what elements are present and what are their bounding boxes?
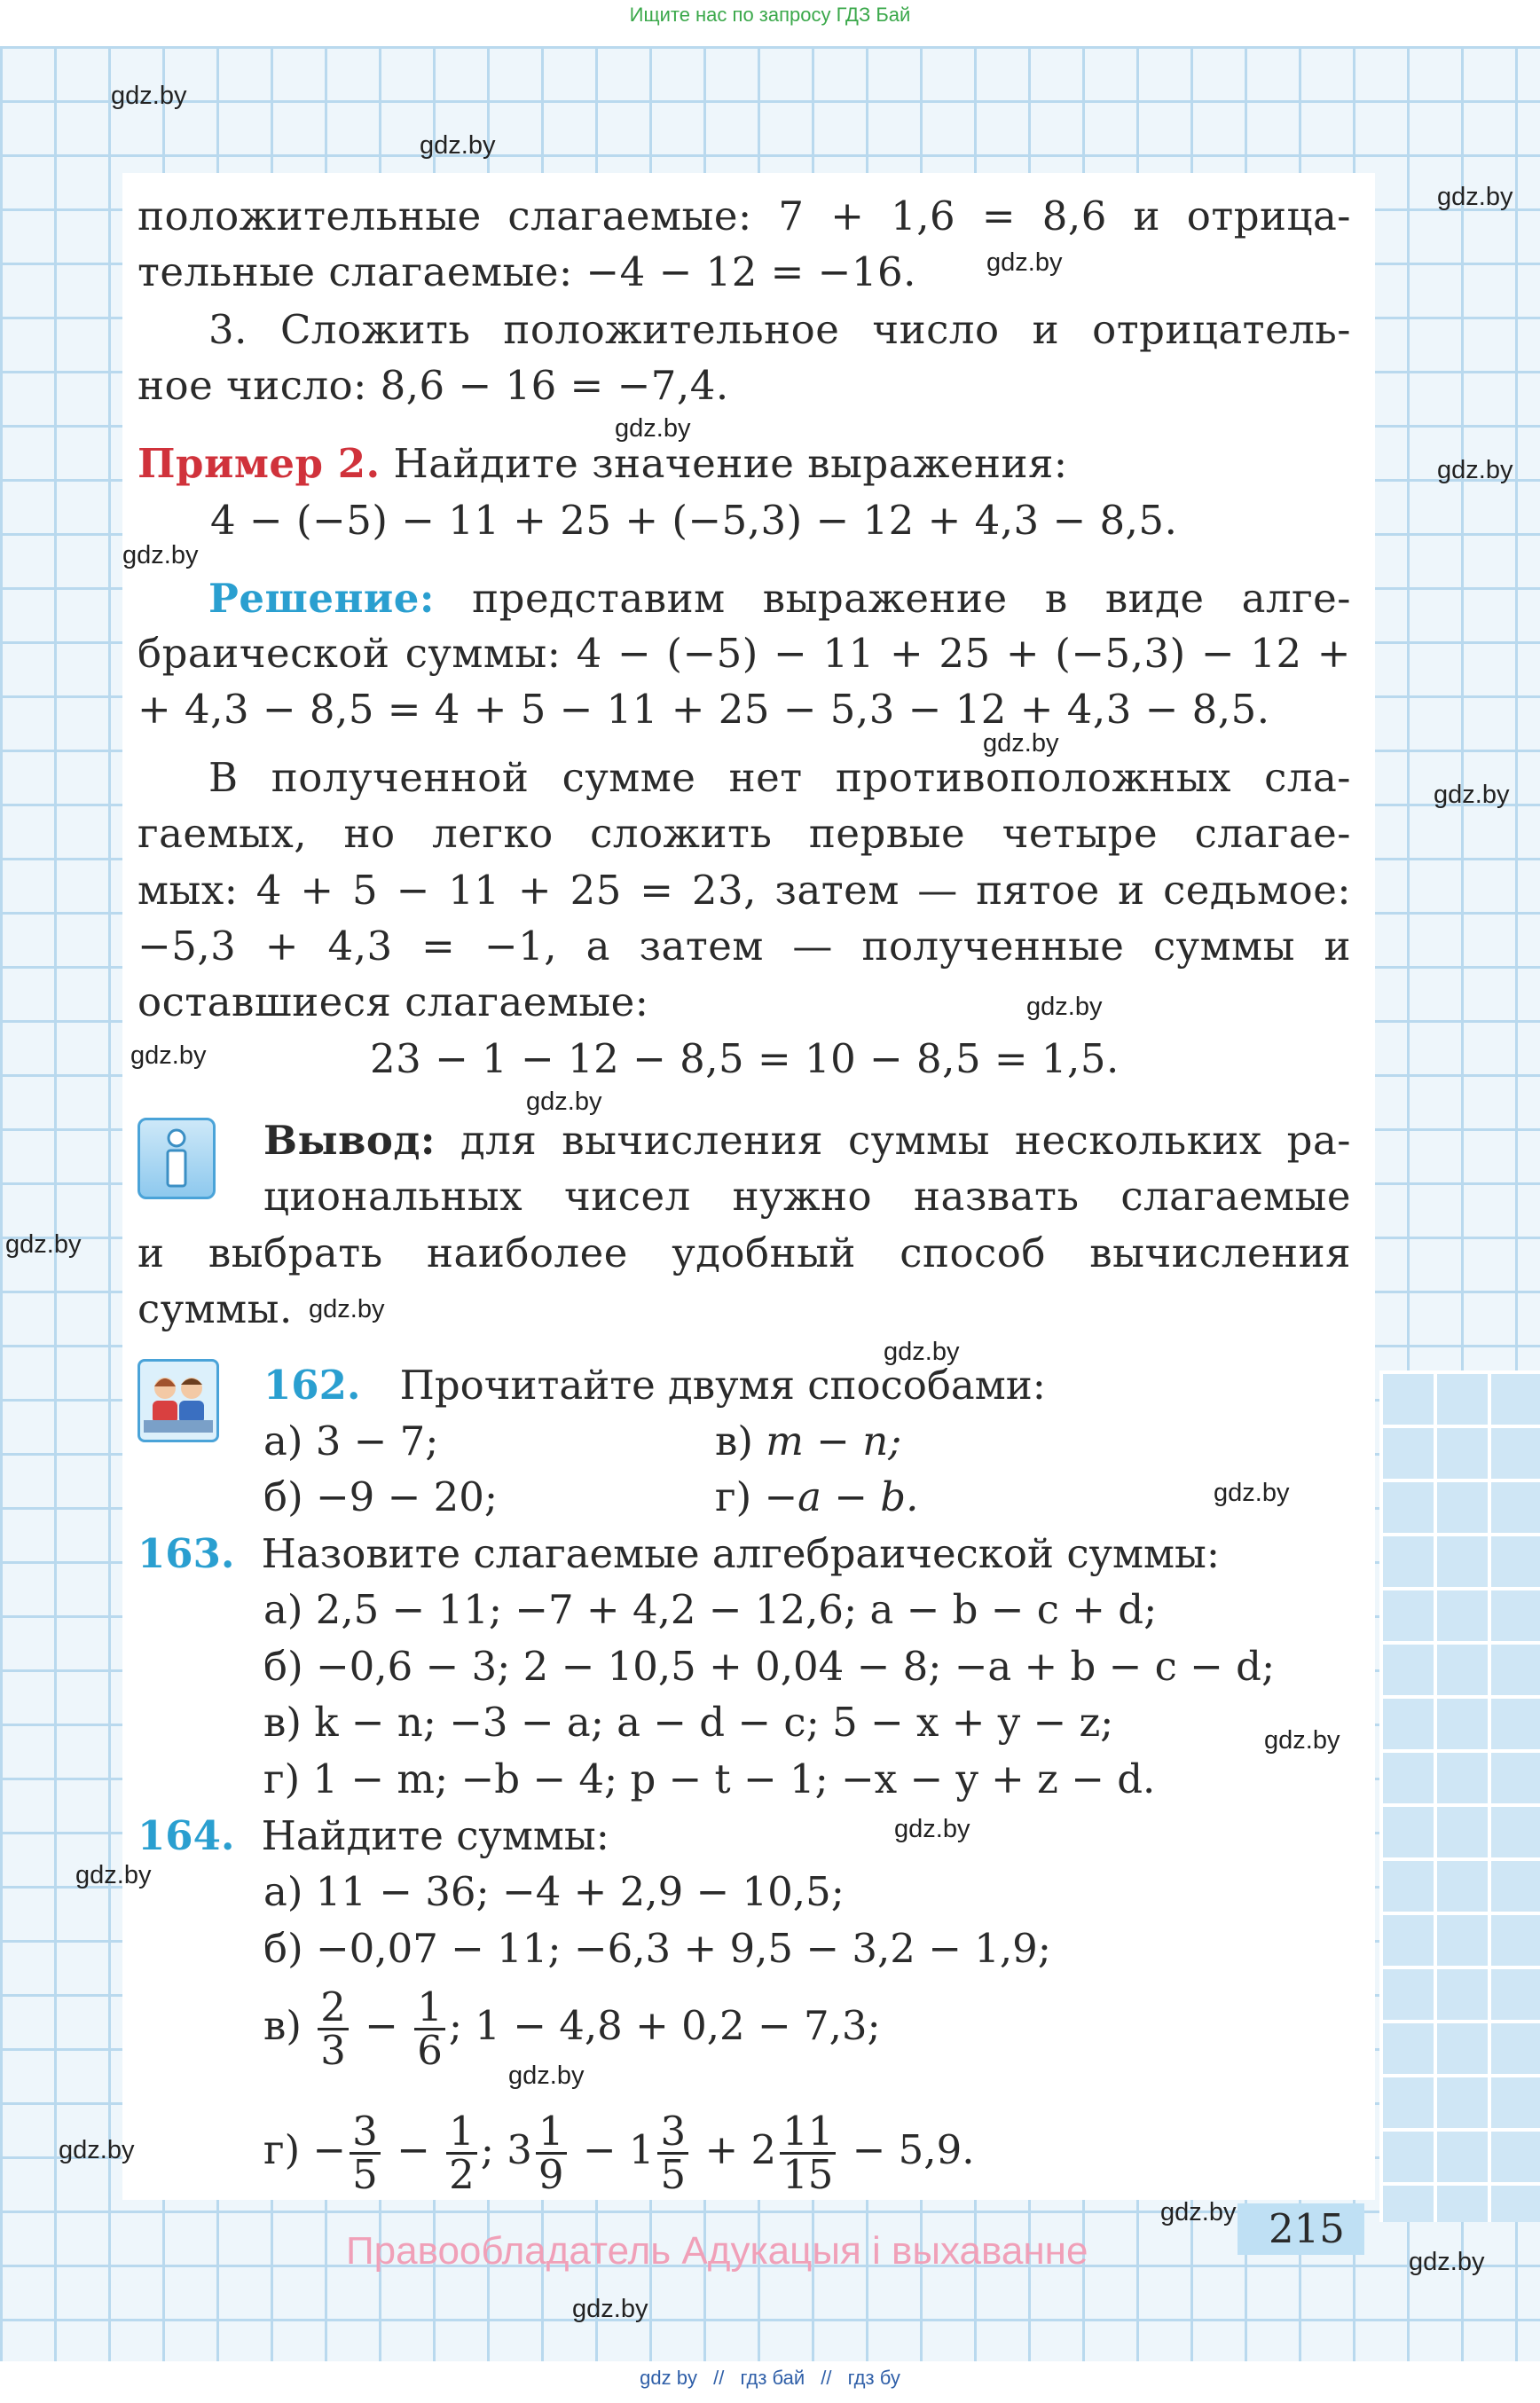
example-label: Пример 2. [138, 440, 381, 487]
text-line: В полученной сумме нет противоположных сла- [208, 754, 1351, 801]
watermark: gdz.by [894, 1815, 970, 1843]
watermark: gdz.by [884, 1338, 960, 1366]
watermark: gdz.by [1264, 1726, 1340, 1755]
decorative-blue-grid [1379, 1370, 1540, 2222]
conclusion-text: для вычисления суммы нескольких ра- [436, 1117, 1351, 1164]
text-line: 3. Сложить положительное число и отрицатель- [208, 306, 1351, 353]
task-title: Найдите суммы: [261, 1812, 609, 1859]
task-item: г) 1 − m; −b − 4; p − t − 1; −x − y + z − d. [263, 1755, 1156, 1802]
text-line: мых: 4 + 5 − 11 + 25 = 23, затем — пятое и седьмое: [138, 867, 1351, 914]
fraction: $\frac{1}{9}$ [536, 2111, 567, 2195]
watermark: gdz.by [1434, 781, 1510, 809]
text-line: положительные слагаемые: 7 + 1,6 = 8,6 и отрица- [138, 192, 1351, 240]
watermark: gdz.by [111, 82, 187, 110]
watermark: gdz.by [75, 1861, 152, 1889]
separator: // [713, 2367, 725, 2389]
bottom-link[interactable]: гдз бу [847, 2367, 900, 2389]
task-item: б) −0,6 − 3; 2 − 10,5 + 0,04 − 8; −a + b − c − d; [263, 1643, 1276, 1690]
watermark: gdz.by [615, 414, 691, 443]
example-expression: 4 − (−5) − 11 + 25 + (−5,3) − 12 + 4,3 − 8,5. [210, 497, 1178, 544]
solution-label: Решение: [208, 575, 436, 622]
task-item: а) 2,5 − 11; −7 + 4,2 − 12,6; a − b − c + d; [263, 1586, 1158, 1633]
watermark: gdz.by [309, 1295, 385, 1323]
text-line: циональных чисел нужно назвать слагаемые [263, 1173, 1351, 1220]
watermark: gdz.by [526, 1088, 602, 1116]
task-item: в) k − n; −3 − a; a − d − c; 5 − x + y − z; [263, 1699, 1114, 1746]
task-item: б) −9 − 20; [263, 1473, 499, 1520]
watermark: gdz.by [1409, 2248, 1485, 2276]
conclusion-line [263, 1113, 1351, 1168]
watermark: gdz.by [420, 131, 496, 160]
separator: // [821, 2367, 832, 2389]
text-line: суммы. [138, 1285, 293, 1332]
text-line: и выбрать наиболее удобный способ вычисления [138, 1229, 1351, 1276]
task-163-heading [138, 1527, 1220, 1582]
fraction: $\frac{3}{5}$ [350, 2111, 381, 2195]
watermark: gdz.by [1437, 456, 1513, 484]
copyright-notice: Правообладатель Адукацыя і выхаванне [346, 2229, 1088, 2273]
task-item: в) m − n; [715, 1417, 902, 1465]
text-line: тельные слагаемые: −4 − 12 = −16. [138, 248, 916, 295]
text-line: + 4,3 − 8,5 = 4 + 5 − 11 + 25 − 5,3 − 12 + 4,3 − 8,5. [138, 686, 1270, 733]
text-line: 23 − 1 − 12 − 8,5 = 10 − 8,5 = 1,5. [370, 1035, 1120, 1082]
conclusion-label: Вывод: [263, 1117, 436, 1164]
watermark: gdz.by [572, 2295, 648, 2323]
page-number: 215 [1269, 2205, 1345, 2252]
task-number: 163. [138, 1530, 235, 1577]
watermark: gdz.by [122, 541, 199, 569]
fraction: $\frac{1}{6}$ [414, 1987, 445, 2071]
task-number: 162. [263, 1362, 361, 1409]
task-item: б) −0,07 − 11; −6,3 + 9,5 − 3,2 − 1,9; [263, 1925, 1051, 1972]
bottom-link[interactable]: gdz by [640, 2367, 697, 2389]
solution-text: представим выражение в виде алге- [435, 575, 1351, 622]
watermark: gdz.by [130, 1041, 207, 1070]
watermark: gdz.by [59, 2136, 135, 2164]
bottom-link[interactable]: гдз бай [740, 2367, 805, 2389]
text-line: оставшиеся слагаемые: [138, 978, 649, 1025]
students-icon [138, 1359, 219, 1442]
task-item-fractions: в) $\frac{2}{3}$ − $\frac{1}{6}$ ; 1 − 4,8 + 0,2 − 7,3; [263, 1983, 881, 2074]
example-text: Найдите значение выражения: [380, 440, 1068, 487]
task-number: 164. [138, 1812, 235, 1859]
watermark: gdz.by [1026, 993, 1103, 1021]
text-line: −5,3 + 4,3 = −1, а затем — полученные суммы и [138, 923, 1351, 970]
task-title: Назовите слагаемые алгебраической суммы: [261, 1530, 1220, 1577]
watermark: gdz.by [986, 248, 1063, 277]
text-line: ное число: 8,6 − 16 = −7,4. [138, 362, 729, 409]
fraction: $\frac{3}{5}$ [657, 2111, 688, 2195]
info-icon [138, 1118, 216, 1199]
text-line: гаемых, но легко сложить первые четыре слагае- [138, 810, 1351, 857]
task-162-heading [263, 1358, 1046, 1413]
text-line: браической суммы: 4 − (−5) − 11 + 25 + (−5,3) − 12 + [138, 630, 1351, 677]
watermark: gdz.by [983, 729, 1059, 758]
watermark: gdz.by [508, 2061, 585, 2090]
fraction: $\frac{1}{2}$ [446, 2111, 477, 2195]
task-item: а) 3 − 7; [263, 1417, 439, 1465]
task-item-fractions: г) − $\frac{3}{5}$ − $\frac{1}{2}$ ; 3 $\frac{1}{9}$ − 1 $\frac{3}{5}$ + 2 $\frac{11}{15}$ − 5,9. [263, 2108, 975, 2198]
bottom-links [0, 2367, 1540, 2390]
fraction: $\frac{2}{3}$ [318, 1987, 349, 2071]
watermark: gdz.by [1437, 183, 1513, 211]
task-item: а) 11 − 36; −4 + 2,9 − 10,5; [263, 1868, 845, 1915]
solution-line [208, 571, 1351, 626]
fraction: $\frac{11}{15}$ [780, 2111, 836, 2195]
watermark: gdz.by [1160, 2198, 1237, 2226]
task-item: г) −a − b. [715, 1473, 919, 1520]
watermark: gdz.by [5, 1230, 82, 1259]
task-164-heading [138, 1809, 609, 1864]
watermark: gdz.by [1214, 1479, 1290, 1507]
example-2-heading [138, 436, 1351, 491]
task-title: Прочитайте двумя способами: [399, 1362, 1046, 1409]
top-banner[interactable]: Ищите нас по запросу ГДЗ Бай [629, 4, 911, 26]
